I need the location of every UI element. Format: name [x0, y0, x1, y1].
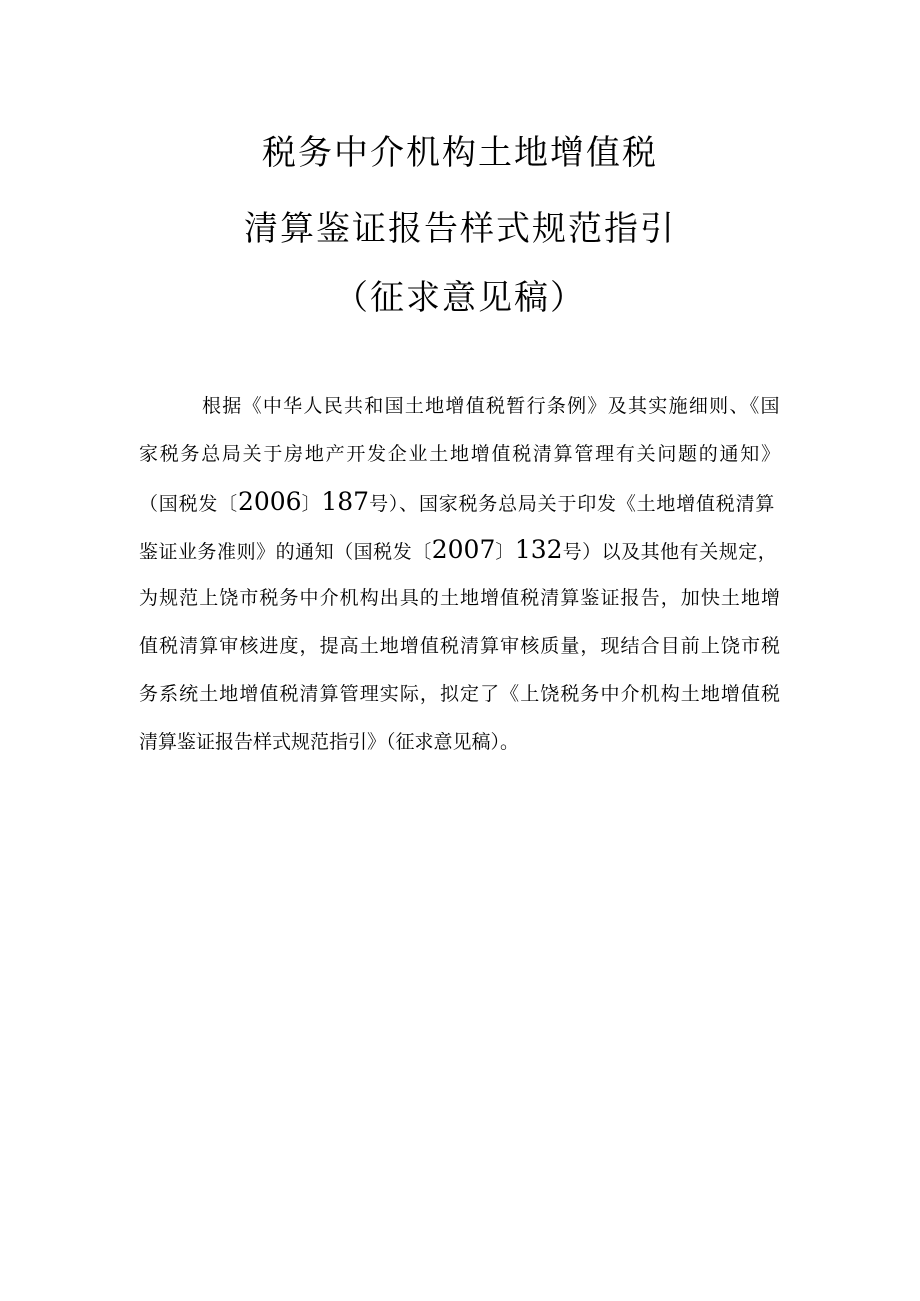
body-paragraph-line: 为规范上饶市税务中介机构出具的土地增值税清算鉴证报告，加快土地增	[139, 587, 782, 609]
body-paragraph-line: 务系统土地增值税清算管理实际，拟定了《上饶税务中介机构土地增值税	[139, 683, 782, 705]
body-paragraph-line: 家税务总局关于房地产开发企业土地增值税清算管理有关问题的通知》	[139, 443, 782, 465]
body-paragraph-line: 清算鉴证报告样式规范指引》（征求意见稿）。	[139, 731, 520, 753]
body-paragraph-line: 鉴证业务准则》的通知（国税发〔2007〕132号）以及其他有关规定，	[139, 535, 778, 564]
document-title-line-2: 清算鉴证报告样式规范指引	[244, 209, 676, 249]
body-paragraph-line: 值税清算审核进度，提高土地增值税清算审核质量，现结合目前上饶市税	[139, 635, 782, 657]
document-title-line-3: （征求意见稿）	[334, 278, 586, 318]
document-title-line-1: 税务中介机构土地增值税	[262, 133, 658, 173]
body-paragraph-line: （国税发〔2006〕187号）、国家税务总局关于印发《土地增值税清算	[139, 487, 776, 516]
body-paragraph-line: 根据《中华人民共和国土地增值税暂行条例》及其实施细则、《国	[202, 395, 781, 417]
